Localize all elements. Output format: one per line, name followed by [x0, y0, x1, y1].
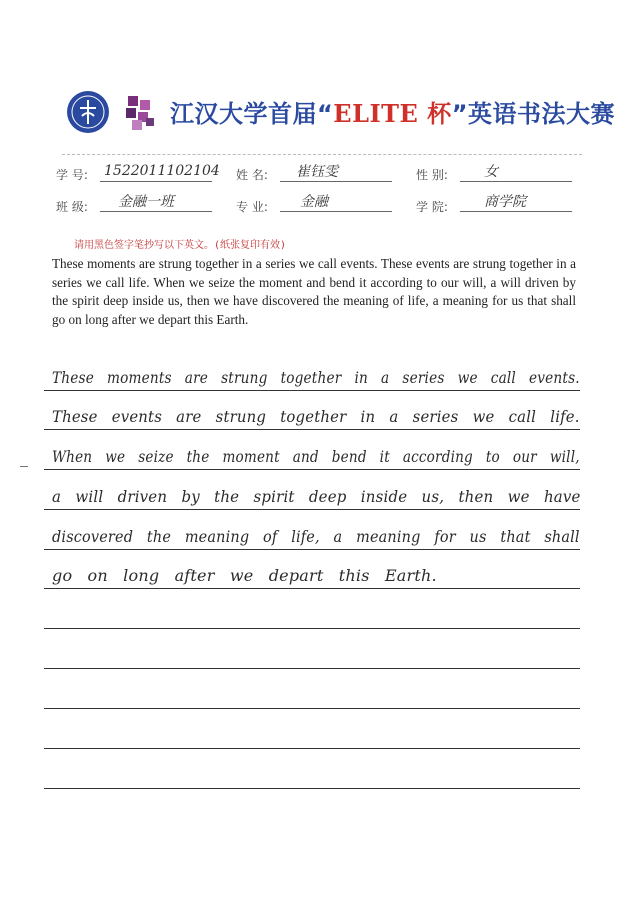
handwritten-text: These moments are strung together in a series we call events. [52, 368, 580, 387]
writing-line [44, 439, 580, 470]
writing-line [44, 718, 580, 749]
header-divider [62, 154, 582, 155]
student-id-label: 学 号: [56, 168, 88, 182]
writing-line [44, 598, 580, 629]
college-value: 商学院 [484, 194, 526, 210]
contest-title [170, 94, 615, 129]
gender-label: 性 别: [416, 168, 448, 182]
margin-mark [20, 466, 28, 467]
writing-line [44, 758, 580, 789]
source-passage: These moments are strung together in a series we call events. These events are strung together in a series we call life. When we seize the moment and bend it according to our will, a will driven by the spirit deep inside us, then we have discovered the meaning of life, a meaning for us that shall go on long after we depart this Earth. [52, 256, 576, 327]
writing-line [44, 638, 580, 669]
writing-line [44, 519, 580, 550]
instruction-notice: 请用黑色签字笔抄写以下英文。(纸张复印有效) [74, 240, 287, 251]
major-label: 专 业: [236, 200, 268, 214]
cube-logo-icon [124, 94, 158, 132]
gender-value: 女 [484, 164, 498, 180]
name-value: 崔钰雯 [296, 164, 338, 180]
class-value: 金融一班 [118, 194, 174, 210]
handwritten-text: When we seize the moment and bend it according to our will, [52, 447, 580, 466]
student-id-value: 1522011102104 [104, 163, 220, 179]
class-label: 班 级: [56, 200, 88, 214]
writing-line [44, 558, 580, 589]
title-suffix: ”英语书法大赛 [451, 100, 615, 128]
title-prefix: 江汉大学首届“ [170, 100, 334, 128]
handwritten-text: discovered the meaning of life, a meaning for us that shall [52, 527, 580, 546]
handwritten-text: These events are strung together in a series we call life. [52, 407, 580, 426]
handwritten-text: a will driven by the spirit deep inside us, then we have [52, 487, 581, 506]
writing-line [44, 360, 580, 391]
handwritten-text: go on long after we depart this Earth. [52, 566, 437, 585]
major-value: 金融 [300, 194, 328, 210]
writing-line [44, 399, 580, 430]
college-label: 学 院: [416, 200, 448, 214]
university-seal-icon [66, 90, 110, 134]
contest-header [62, 88, 615, 138]
writing-line [44, 678, 580, 709]
title-elite: ELITE 杯 [333, 99, 452, 128]
major-line [280, 193, 392, 212]
name-label: 姓 名: [236, 168, 268, 182]
gender-line [460, 163, 572, 182]
writing-line [44, 479, 580, 510]
